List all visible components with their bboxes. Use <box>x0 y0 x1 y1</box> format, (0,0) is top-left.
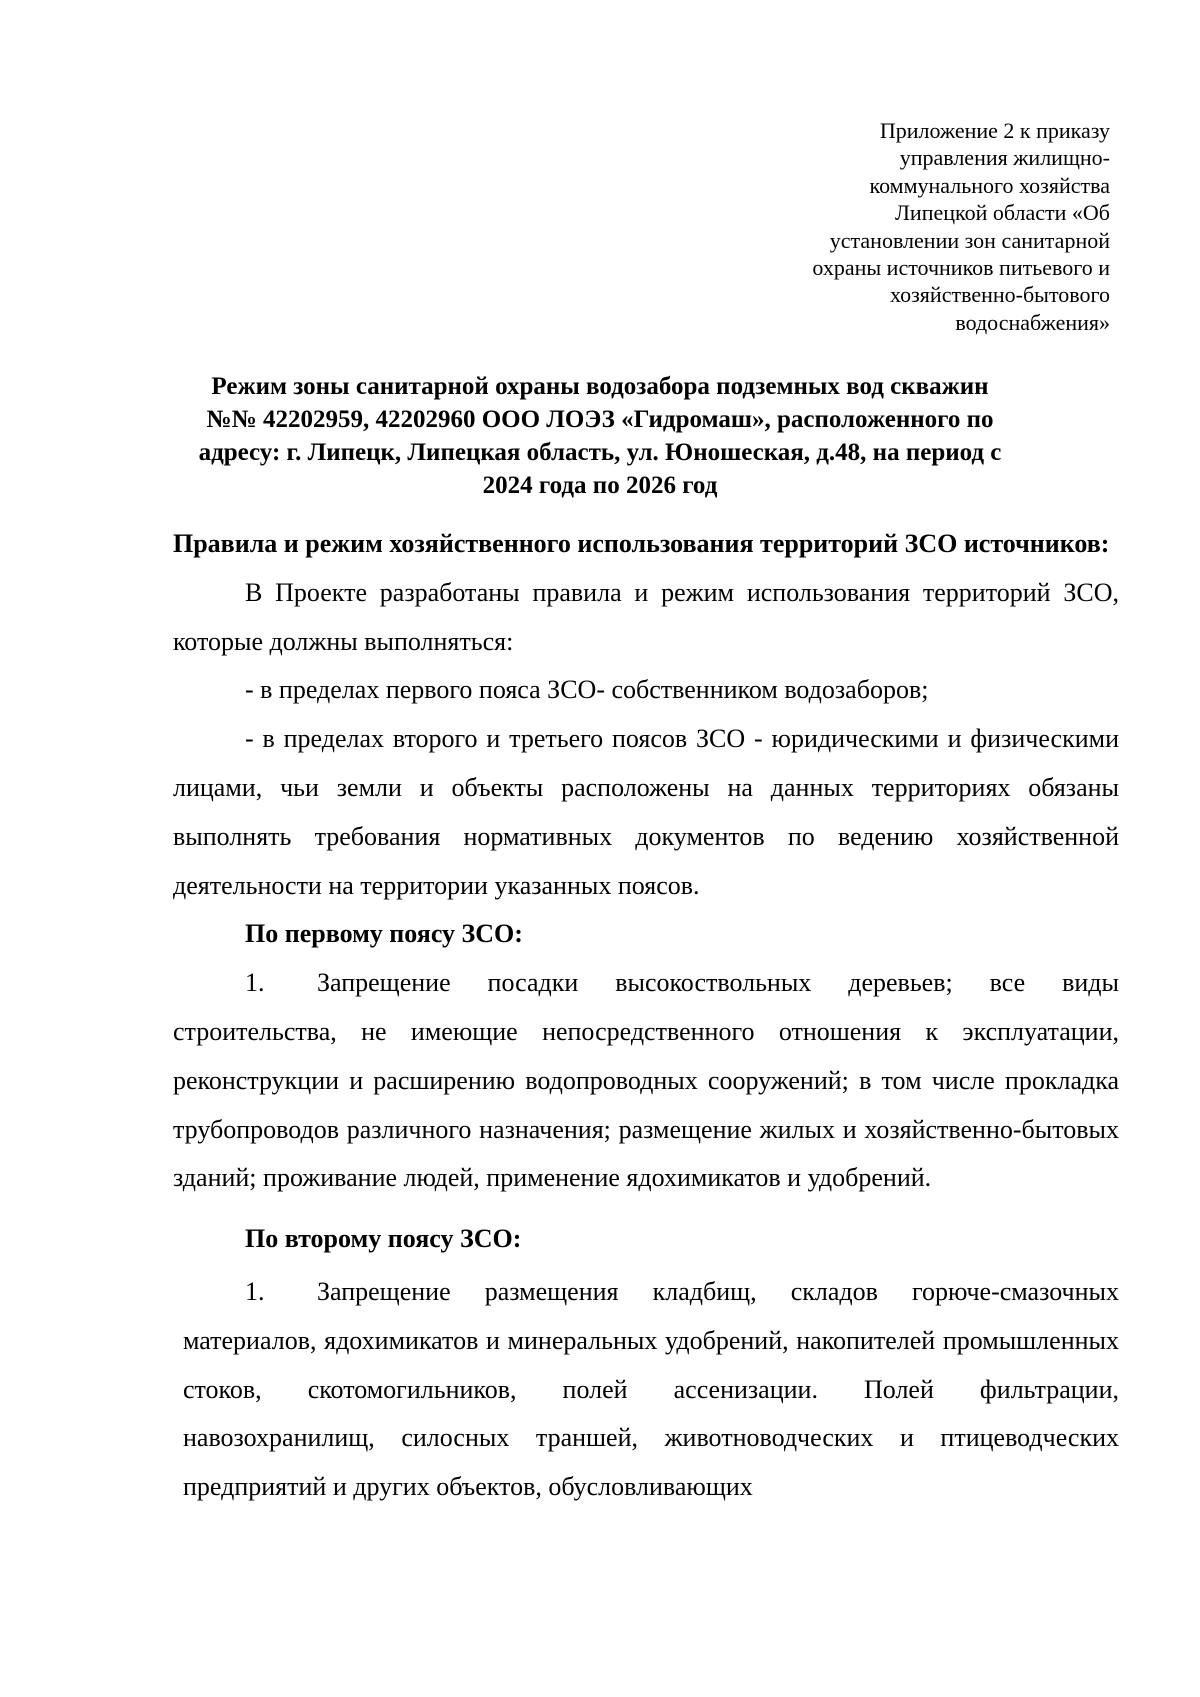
appendix-line: водоснабжения» <box>955 309 1110 335</box>
document-title <box>150 370 1050 502</box>
first-belt-heading: По первому поясу ЗСО: <box>245 919 523 949</box>
appendix-line: управления жилищно- <box>899 145 1110 171</box>
title-line: 2024 года по 2026 год <box>482 472 718 499</box>
title-line: №№ 42202959, 42202960 ООО ЛОЭЗ «Гидромаш», расположенного по <box>206 406 994 433</box>
item-number: 1. <box>245 1276 265 1306</box>
appendix-line: Липецкой области «Об <box>895 200 1110 226</box>
document-body <box>173 520 1119 1512</box>
second-belt-item <box>173 1268 1119 1512</box>
intro-paragraph: В Проекте разработаны правила и режим использования территорий ЗСО, которые должны выполняться: <box>173 577 1119 656</box>
section-heading: Правила и режим хозяйственного использования территорий ЗСО источников: <box>173 529 1110 558</box>
first-belt-item <box>173 959 1119 1203</box>
second-belt-heading: По второму поясу ЗСО: <box>245 1224 522 1254</box>
appendix-line: охраны источников питьевого и <box>812 255 1110 281</box>
appendix-line: Приложение 2 к приказу <box>879 118 1110 143</box>
title-line: адресу: г. Липецк, Липецкая область, ул. Юношеская, д.48, на период с <box>198 439 1002 466</box>
title-line: Режим зоны санитарной охраны водозабора подземных вод скважин <box>211 373 989 400</box>
bullet-first-belt: - в пределах первого пояса ЗСО- собственником водозаборов; <box>245 675 929 705</box>
item-number: 1. <box>245 968 265 998</box>
appendix-line: хозяйственно-бытового <box>889 282 1110 308</box>
bullet-second-third-belt: - в пределах второго и третьего поясов ЗСО - юридическими и физическими лицами, чьи земли и объекты расположены на данных территориях обязаны выполнять требования нормативных документов по ведению хозяйственной деятельности на территории указанных поясов. <box>173 724 1119 900</box>
appendix-line: установлении зон санитарной <box>829 227 1110 253</box>
item-text: Запрещение посадки высокоствольных деревьев; все виды строительства, не имеющие непосредственного отношения к эксплуатации, реконструкции и расширению водопроводных сооружений; в том числе прокладка трубопроводов различного назначения; размещение жилых и хозяйственно-бытовых зданий; проживание людей, применение ядохимикатов и удобрений. <box>173 968 1119 1193</box>
item-text: Запрещение размещения кладбищ, складов горюче-смазочных материалов, ядохимикатов и минеральных удобрений, накопителей промышленных стоков, скотомогильников, полей ассенизации. Полей фильтрации, навозохранилищ, силосных траншей, животноводческих и птицеводческих предприятий и других объектов, обусловливающих <box>183 1276 1119 1502</box>
appendix-line: коммунального хозяйства <box>869 172 1110 198</box>
appendix-reference <box>740 117 1110 336</box>
